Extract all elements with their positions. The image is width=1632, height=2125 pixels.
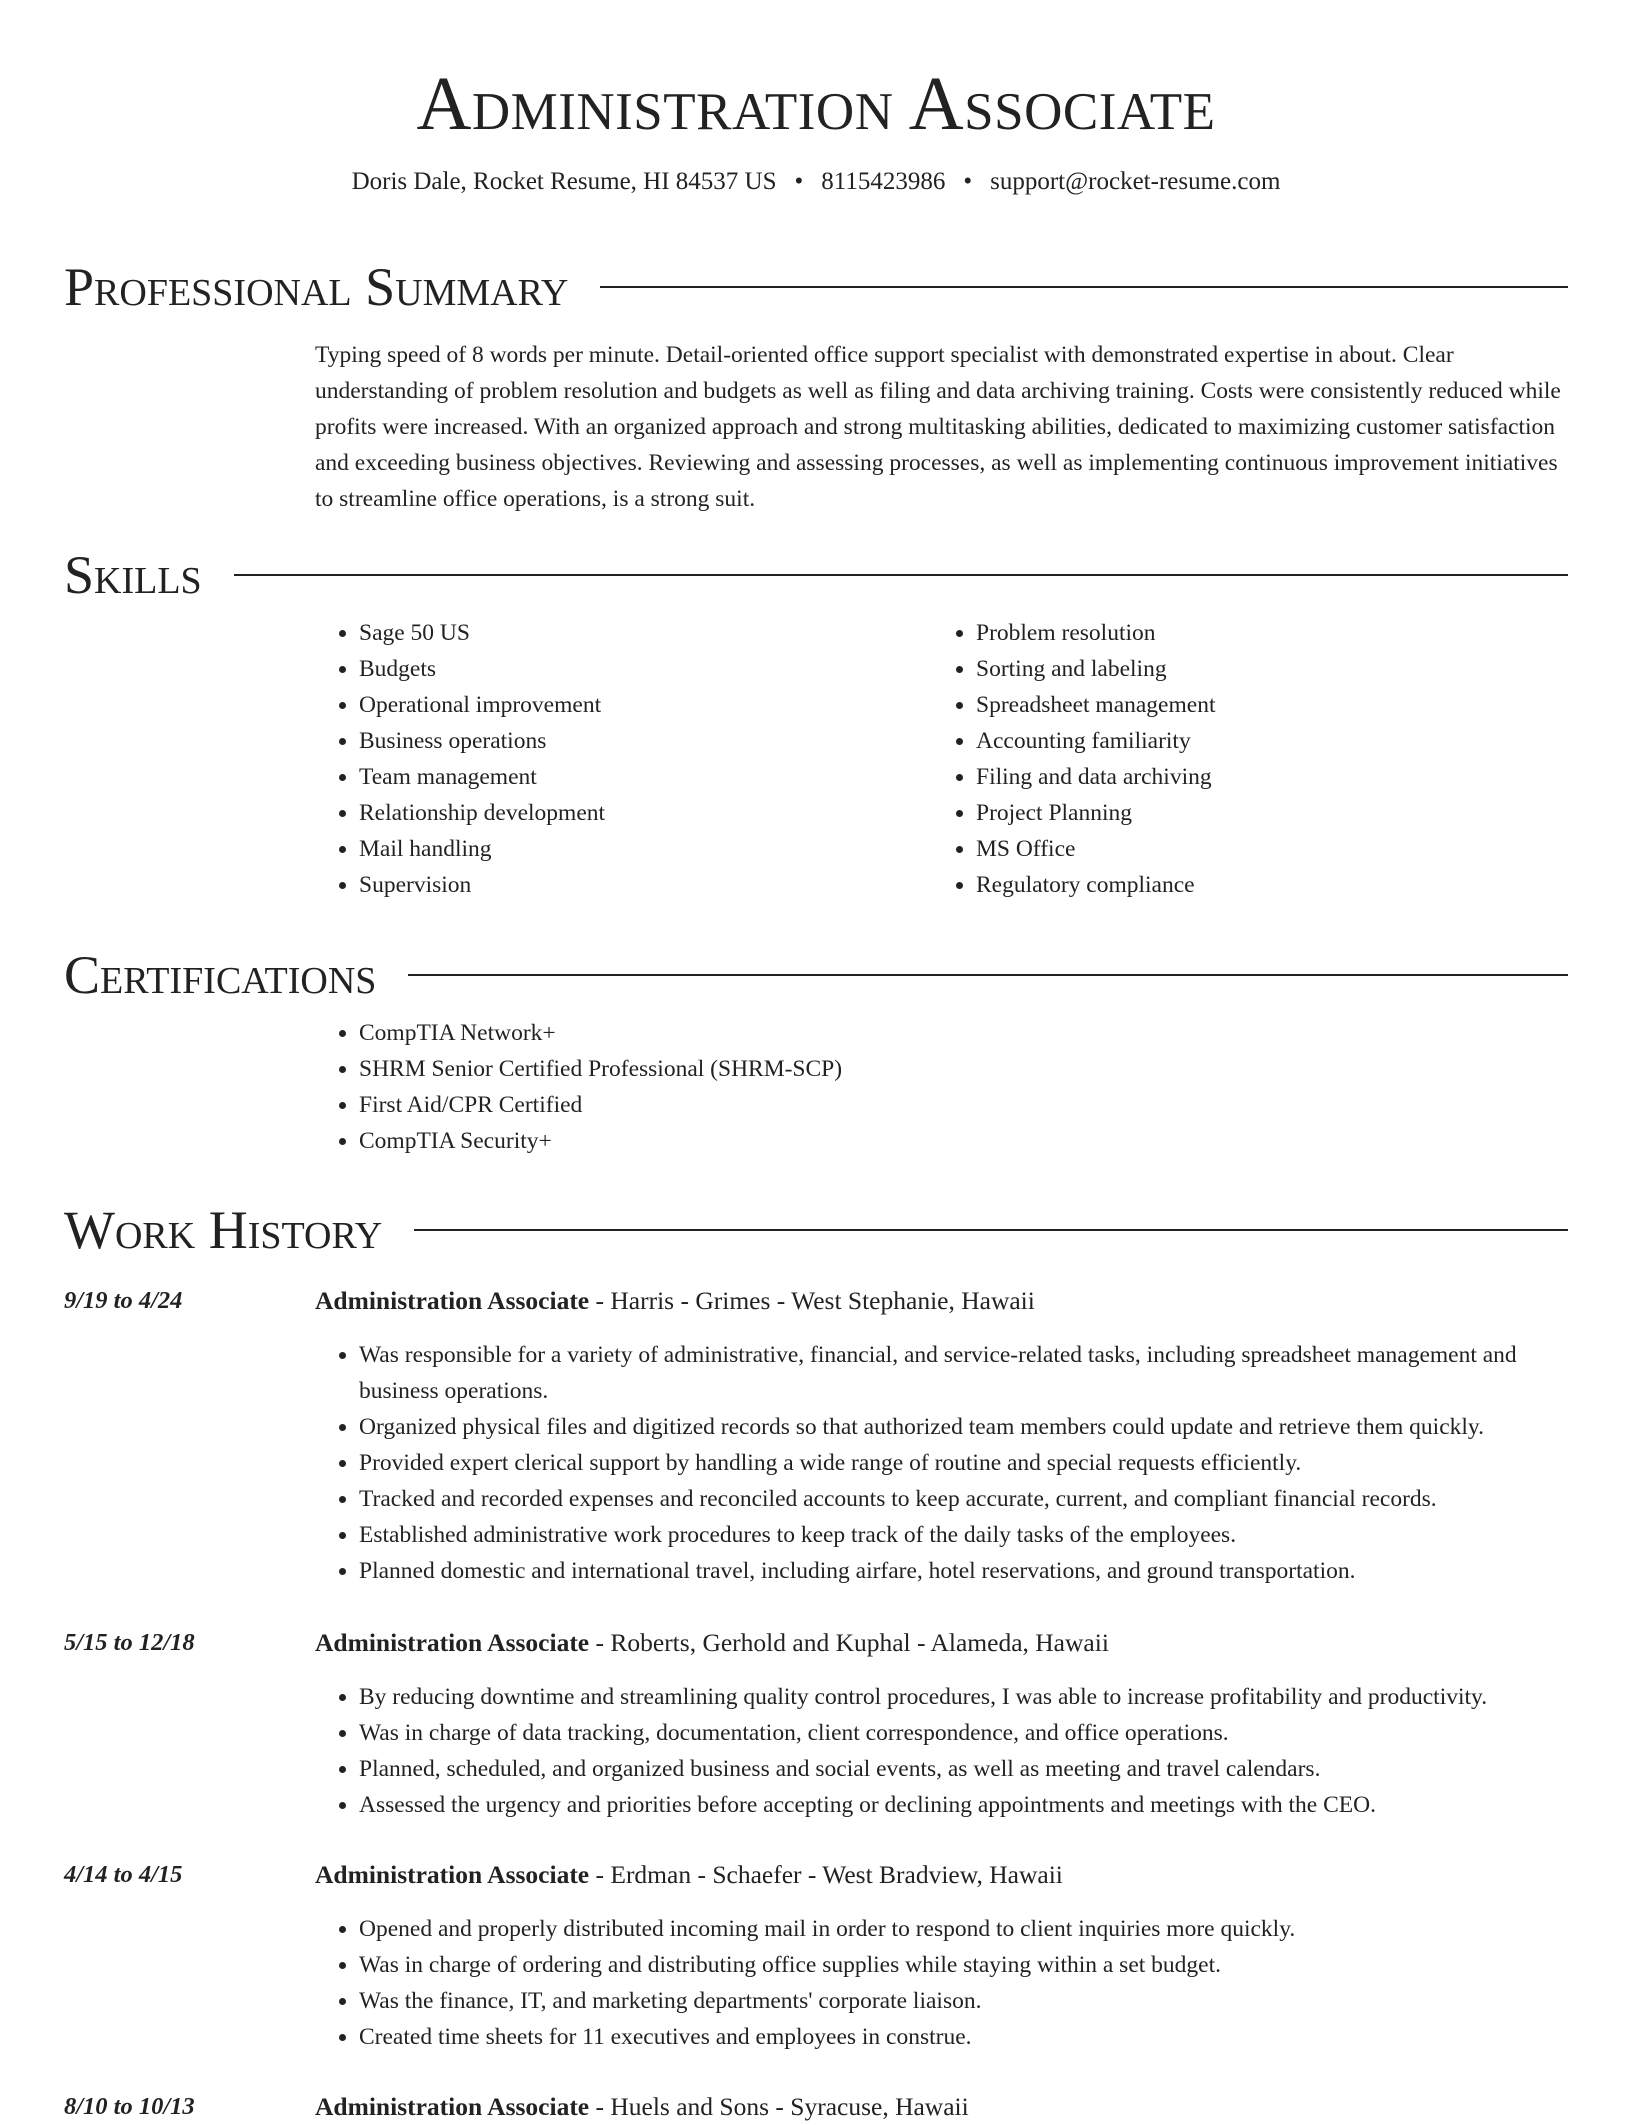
job-bullet: • Was in charge of data tracking, documentation, client correspondence, and office operations.: [359, 1715, 1568, 1751]
skills-heading: Skills: [64, 545, 202, 605]
job-bullet: • Provided expert clerical support by handling a wide range of routine and special requests efficiently.: [359, 1445, 1568, 1481]
job-bullet: • By reducing downtime and streamlining quality control procedures, I was able to increase profitability and productivity.: [359, 1679, 1568, 1715]
certification-item: • CompTIA Security+: [359, 1123, 1568, 1159]
summary-section: [64, 257, 1568, 517]
skills-grid: [315, 605, 1568, 903]
job-bullet: • Was the finance, IT, and marketing departments' corporate liaison.: [359, 1983, 1568, 2019]
job-bullets: [315, 1679, 1568, 1823]
section-divider: [234, 574, 1568, 576]
contact-address: Doris Dale, Rocket Resume, HI 84537 US: [351, 168, 777, 195]
job-bullet: • Was responsible for a variety of administrative, financial, and service-related tasks, including spreadsheet management and business operations.: [359, 1337, 1568, 1409]
job-body: [315, 1283, 1568, 1589]
contact-separator: •: [963, 168, 973, 195]
job-employer: - Huels and Sons - Syracuse, Hawaii: [589, 2092, 969, 2121]
job-employer: - Roberts, Gerhold and Kuphal - Alameda, Hawaii: [589, 1628, 1109, 1657]
job-dates: 8/10 to 10/13: [64, 2093, 195, 2120]
job-employer: - Harris - Grimes - West Stephanie, Hawaii: [589, 1286, 1035, 1315]
job-bullet: • Opened and properly distributed incoming mail in order to respond to client inquiries more quickly.: [359, 1911, 1568, 1947]
resume-page: [64, 0, 1568, 2121]
certifications-section: [64, 945, 1568, 1159]
job-entry: [64, 1625, 1568, 1823]
job-bullet: • Planned, scheduled, and organized business and social events, as well as meeting and travel calendars.: [359, 1751, 1568, 1787]
skills-list-right: [932, 615, 1549, 903]
job-bullets: [315, 1337, 1568, 1589]
job-bullet: • Tracked and recorded expenses and reconciled accounts to keep accurate, current, and compliant financial records.: [359, 1481, 1568, 1517]
job-bullet: • Assessed the urgency and priorities before accepting or declining appointments and meetings with the CEO.: [359, 1787, 1568, 1823]
job-title: Administration Associate: [315, 1286, 590, 1315]
job-bullet: • Established administrative work procedures to keep track of the daily tasks of the employees.: [359, 1517, 1568, 1553]
certifications-list: [315, 1015, 1568, 1159]
job-title: Administration Associate: [315, 1860, 590, 1889]
summary-text: Typing speed of 8 words per minute. Detail-oriented office support specialist with demonstrated expertise in about. Clear understanding of problem resolution and budgets as well as filing and data archiving training. Costs were consistently reduced while profits were increased. With an organized approach and strong multitasking abilities, dedicated to maximizing customer satisfaction and exceeding business objectives. Reviewing and assessing processes, as well as implementing continuous improvement initiatives to streamline office operations, is a strong suit.: [315, 342, 1561, 512]
certifications-heading: Certifications: [64, 945, 377, 1005]
resume-name: Administration Associate: [416, 62, 1216, 146]
job-bullets: [315, 1911, 1568, 2055]
skill-item: • Team management: [359, 759, 932, 795]
skill-item: • Filing and data archiving: [976, 759, 1549, 795]
certification-item: • CompTIA Network+: [359, 1015, 1568, 1051]
contact-separator: •: [794, 168, 804, 195]
job-body: [315, 2089, 1568, 2125]
skill-item: • Supervision: [359, 867, 932, 903]
skills-list-left: [315, 615, 932, 903]
section-header: [64, 257, 1568, 317]
job-employer: - Erdman - Schaefer - West Bradview, Hawaii: [589, 1860, 1063, 1889]
skill-item: • Operational improvement: [359, 687, 932, 723]
job-dates: 4/14 to 4/15: [64, 1861, 183, 1888]
summary-content: [315, 317, 1568, 517]
section-header: [64, 1200, 1568, 1260]
skills-section: [64, 545, 1568, 903]
job-bullet: • Planned domestic and international travel, including airfare, hotel reservations, and ground transportation.: [359, 1553, 1568, 1589]
section-divider: [408, 974, 1568, 976]
job-dates: 5/15 to 12/18: [64, 1629, 195, 1656]
skill-item: • Problem resolution: [976, 615, 1549, 651]
contact-email: support@rocket-resume.com: [990, 168, 1281, 195]
job-entry: [64, 1283, 1568, 1589]
job-title: Administration Associate: [315, 1628, 590, 1657]
skill-item: • Project Planning: [976, 795, 1549, 831]
skill-item: • Spreadsheet management: [976, 687, 1549, 723]
job-header: [315, 1625, 1568, 1661]
skill-item: • Mail handling: [359, 831, 932, 867]
skill-item: • Budgets: [359, 651, 932, 687]
job-body: [315, 1625, 1568, 1823]
work-history-heading: Work History: [64, 1200, 383, 1260]
work-history-section: [64, 1200, 1568, 1260]
job-entry: [64, 1857, 1568, 2055]
skill-item: • Relationship development: [359, 795, 932, 831]
job-header: [315, 1283, 1568, 1319]
skill-item: • MS Office: [976, 831, 1549, 867]
section-divider: [414, 1229, 1568, 1231]
certifications-content: [315, 1005, 1568, 1159]
section-divider: [600, 286, 1568, 288]
job-header: [315, 2089, 1568, 2125]
job-entry: [64, 2089, 1568, 2125]
skill-item: • Sorting and labeling: [976, 651, 1549, 687]
contact-line: [64, 166, 1568, 198]
section-header: [64, 945, 1568, 1005]
job-header: [315, 1857, 1568, 1893]
job-bullet: • Organized physical files and digitized records so that authorized team members could update and retrieve them quickly.: [359, 1409, 1568, 1445]
skill-item: • Regulatory compliance: [976, 867, 1549, 903]
summary-heading: Professional Summary: [64, 257, 569, 317]
section-header: [64, 545, 1568, 605]
certification-item: • First Aid/CPR Certified: [359, 1087, 1568, 1123]
contact-phone: 8115423986: [821, 168, 946, 195]
job-dates: 9/19 to 4/24: [64, 1287, 183, 1314]
job-title: Administration Associate: [315, 2092, 590, 2121]
skill-item: • Accounting familiarity: [976, 723, 1549, 759]
skill-item: • Sage 50 US: [359, 615, 932, 651]
job-body: [315, 1857, 1568, 2055]
certification-item: • SHRM Senior Certified Professional (SHRM-SCP): [359, 1051, 1568, 1087]
job-bullet: • Was in charge of ordering and distributing office supplies while staying within a set budget.: [359, 1947, 1568, 1983]
skill-item: • Business operations: [359, 723, 932, 759]
job-bullet: • Created time sheets for 11 executives and employees in construe.: [359, 2019, 1568, 2055]
